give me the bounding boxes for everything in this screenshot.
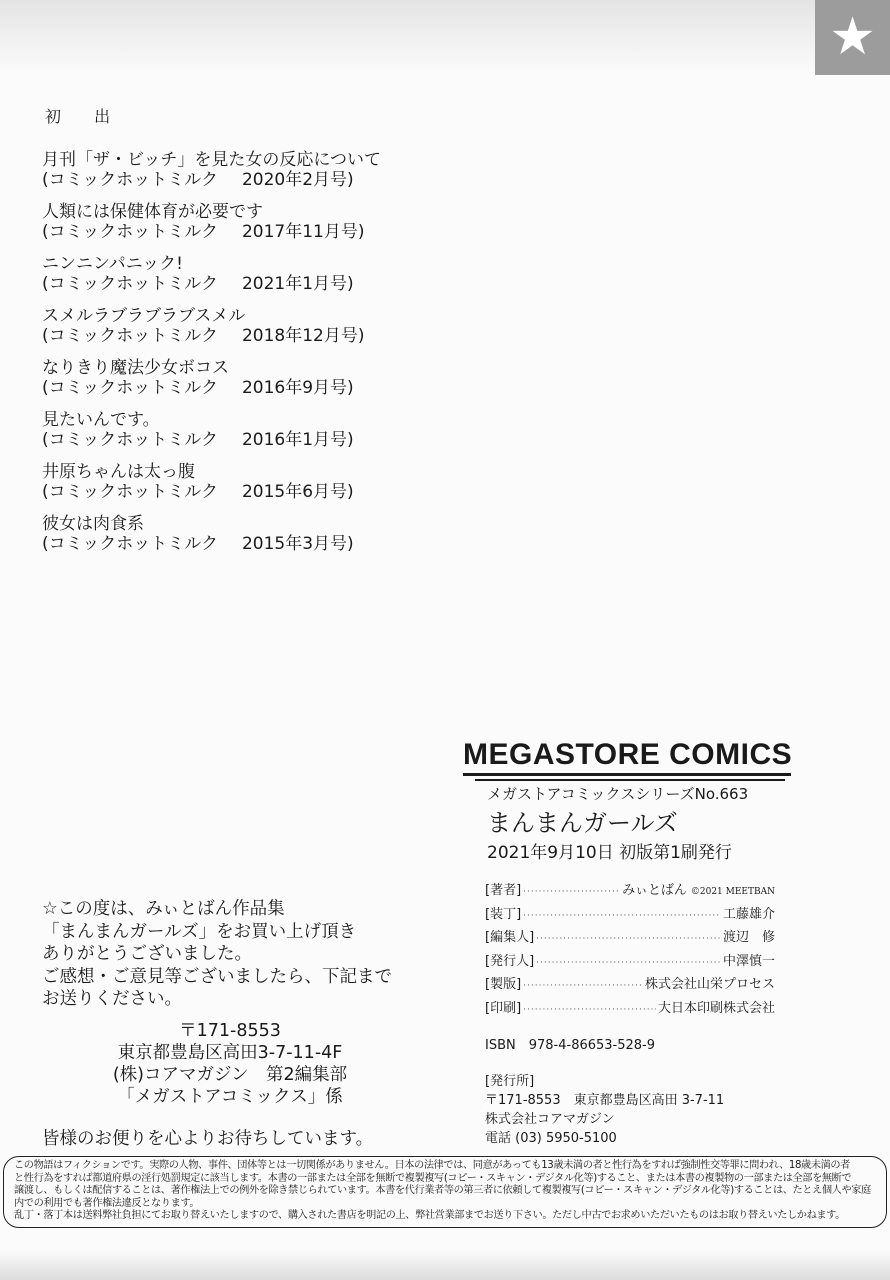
publisher-phone: 電話 (03) 5950-5100: [485, 1131, 617, 1146]
page-top-shade: [0, 0, 890, 75]
story-title: 月刊「ザ・ビッチ」を見た女の反応について: [42, 150, 381, 170]
publisher-name: 株式会社コアマガジン: [485, 1112, 615, 1127]
message-line: ☆この度は、みぃとばん作品集: [42, 899, 285, 919]
credit-name: みぃとばん: [622, 883, 687, 898]
disclaimer-line: 譲渡し、もしくは配信することは、著作権法上での例外を除き禁じられています。本書を代行業者等の第三者に依頼して複製複写(コピー・スキャン・デジタル化等)することは、たとえ個人や家庭: [14, 1185, 871, 1196]
credit-row: [485, 904, 775, 928]
disclaimer-line: 内での利用でも著作権法違反となります。: [14, 1197, 200, 1209]
series-number: メガストアコミックスシリーズNo.663: [487, 785, 749, 803]
magazine-name: (コミックホットミルク: [42, 378, 218, 398]
leader-dots: [523, 905, 721, 928]
magazine-name: (コミックホットミルク: [42, 482, 218, 502]
magazine-issue: 2020年2月号): [241, 170, 354, 190]
credit-role: [装丁]: [485, 906, 522, 922]
credit-row: [485, 951, 775, 975]
magazine-name: (コミックホットミルク: [42, 170, 218, 190]
publisher-address: 〒171-8553 東京都豊島区高田 3-7-11: [485, 1093, 725, 1108]
first-appearance-item: [42, 358, 381, 410]
magazine-name: (コミックホットミルク: [42, 274, 218, 294]
first-appearance-item: [42, 306, 381, 358]
story-source: [42, 326, 381, 346]
magazine-issue: 2016年9月号): [241, 378, 354, 398]
first-appearance-list: [42, 150, 381, 566]
credit-role: [印刷]: [485, 1000, 522, 1016]
address-line: 「メガストアコミックス」係: [117, 1087, 343, 1107]
magazine-issue: 2016年1月号): [241, 430, 354, 450]
first-appearance-item: [42, 202, 381, 254]
magazine-name: (コミックホットミルク: [42, 534, 218, 554]
address-line: 東京都豊島区高田3-7-11-4F: [117, 1043, 343, 1063]
disclaimer-line: この物語はフィクションです。実際の人物、事件、団体等とは一切関係がありません。日本の法律では、同意があっても13歳未満の者と性行為をすれば強制性交等罪に問われ、18歳未満の者: [14, 1160, 850, 1171]
credit-role: [編集人]: [485, 930, 535, 945]
story-title: スメルラブラブラブスメル: [42, 306, 246, 326]
story-title: ニンニンパニック!: [42, 254, 183, 274]
leader-dots: [523, 881, 620, 904]
first-appearance-item: [42, 462, 381, 514]
copyright: ©2021 MEETBAN: [690, 887, 775, 897]
magazine-issue: 2018年12月号): [241, 326, 365, 346]
thank-you-message: [42, 898, 392, 1011]
credit-name: 大日本印刷株式会社: [657, 1000, 775, 1016]
credit-name: 中澤慎一: [722, 953, 775, 969]
book-title: まんまんガールズ: [487, 809, 678, 837]
credit-name: 株式会社山栄プロセス: [644, 977, 775, 992]
legal-disclaimer: [3, 1156, 887, 1228]
magazine-name: (コミックホットミルク: [42, 326, 218, 346]
first-appearance-item: [42, 254, 381, 306]
story-source: [42, 170, 381, 190]
credit-role: [著者]: [485, 883, 522, 898]
story-source: [42, 482, 381, 502]
star-icon: ★: [815, 0, 890, 75]
story-title: なりきり魔法少女ボコス: [42, 358, 229, 378]
fan-mail-address: [60, 1020, 400, 1108]
leader-dots: [523, 975, 643, 998]
address-line: (株)コアマガジン 第2編集部: [112, 1065, 348, 1085]
credit-row: [485, 880, 775, 904]
leader-dots: [523, 999, 656, 1022]
credit-name: 工藤雄介: [722, 906, 775, 922]
publisher-block: [485, 1072, 724, 1148]
logo-underline: [475, 779, 785, 781]
message-line: ご感想・ご意見等ございましたら、下記まで: [42, 966, 392, 987]
credit-row: [485, 998, 775, 1022]
first-appearance-heading: 初 出: [45, 107, 125, 126]
publisher-label: [発行所]: [485, 1074, 535, 1089]
first-appearance-item: [42, 514, 381, 566]
story-title: 彼女は肉食系: [42, 514, 144, 534]
isbn: ISBN 978-4-86653-528-9: [485, 1038, 656, 1053]
story-title: 人類には保健体育が必要です: [42, 202, 263, 222]
credits: [485, 880, 775, 1021]
magazine-issue: 2017年11月号): [241, 222, 365, 242]
story-title: 井原ちゃんは太っ腹: [42, 462, 195, 482]
story-title: 見たいんです。: [42, 410, 160, 430]
address-line: 〒171-8553: [179, 1021, 281, 1041]
magazine-name: (コミックホットミルク: [42, 430, 218, 450]
page-bottom-shade: [0, 1250, 890, 1280]
magazine-issue: 2015年3月号): [241, 534, 354, 554]
story-source: [42, 378, 381, 398]
first-appearance-item: [42, 150, 381, 202]
message-line: お送りください。: [42, 989, 182, 1009]
leader-dots: [536, 928, 721, 951]
magazine-issue: 2015年6月号): [241, 482, 354, 502]
message-line: ありがとうございました。: [42, 944, 252, 964]
message-line: 「まんまんガールズ」をお買い上げ頂き: [42, 921, 357, 942]
disclaimer-line: 乱丁・落丁本は送料弊社負担にてお取り替えいたしますので、購入された書店を明記の上、弊社営業部までお送り下さい。ただし中古でお求めいただいたものはお取り替えいたしかねます。: [14, 1210, 845, 1221]
credit-row: [485, 974, 775, 998]
story-source: [42, 274, 381, 294]
first-appearance-item: [42, 410, 381, 462]
story-source: [42, 534, 381, 554]
disclaimer-line: と性行為をすれば都道府県の淫行処罰規定に該当します。本書の一部または全部を無断で複製複写(コピー・スキャン・デジタル化等)すること、または本書の複製物の一部または全部を無断で: [14, 1172, 852, 1184]
magazine-name: (コミックホットミルク: [42, 222, 218, 242]
logo-underline: [463, 773, 791, 776]
leader-dots: [536, 952, 721, 975]
story-source: [42, 430, 381, 450]
megastore-comics-logo: MEGASTORE COMICS: [463, 738, 793, 771]
magazine-issue: 2021年1月号): [241, 274, 354, 294]
publication-date: 2021年9月10日 初版第1刷発行: [487, 843, 732, 863]
credit-name: 渡辺 修: [722, 930, 775, 945]
story-source: [42, 222, 381, 242]
credit-role: [製版]: [485, 977, 522, 992]
closing-message: 皆様のお便りを心よりお待ちしています。: [42, 1129, 374, 1149]
credit-row: [485, 927, 775, 951]
credit-role: [発行人]: [485, 953, 535, 969]
